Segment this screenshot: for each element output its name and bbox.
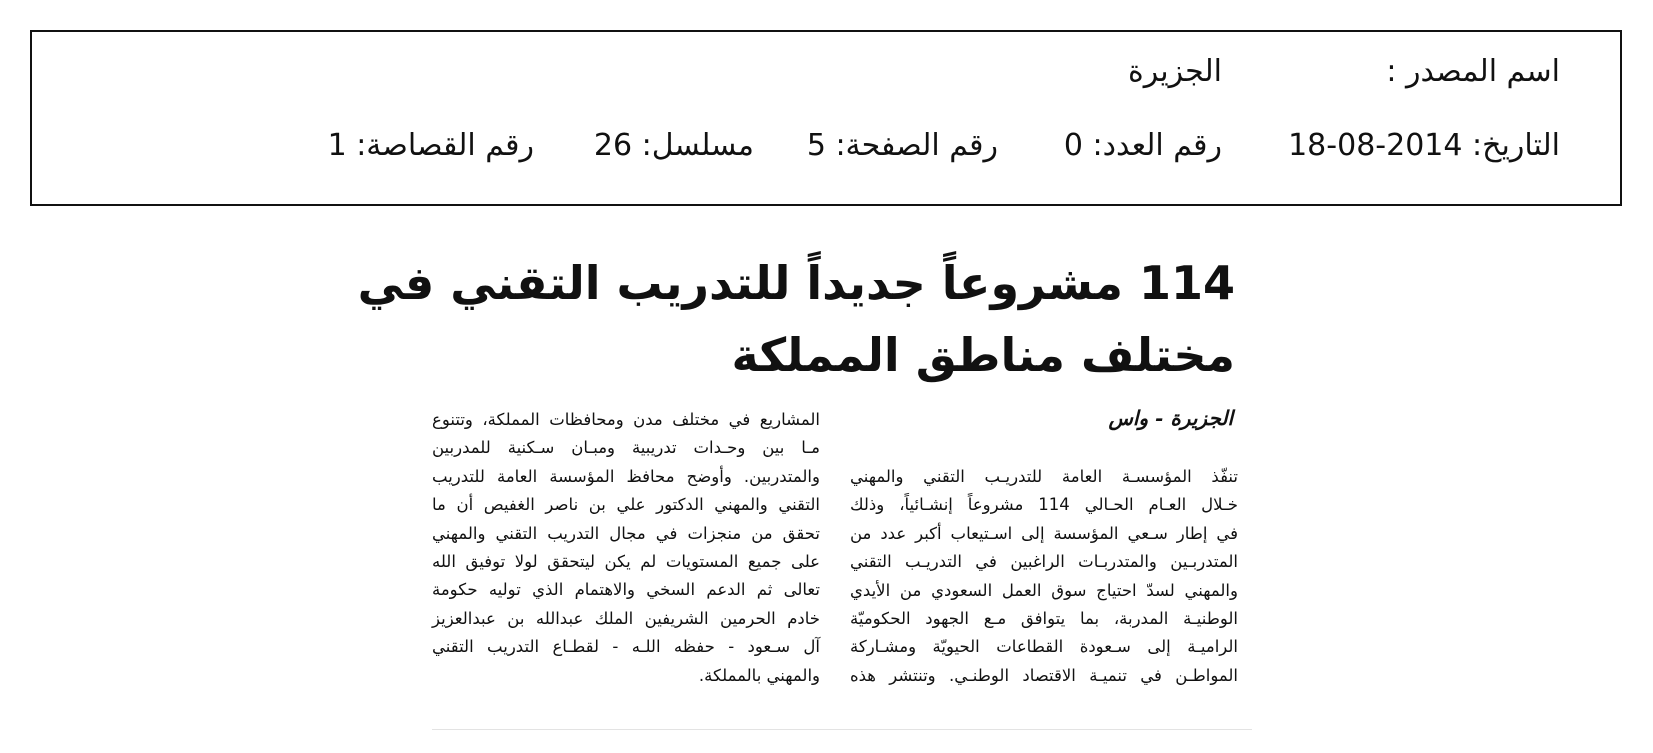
text-line: والمهني بالمملكة.	[698, 665, 820, 685]
headline-line-2: مختلف مناطق المملكة	[731, 328, 1235, 382]
source-info-box	[30, 30, 1622, 206]
clip-number-field: رقم القصاصة: 1	[327, 128, 534, 163]
date-field: التاريخ: 2014-08-18	[1288, 128, 1560, 163]
text-line: التقني والمهني الدكتور علي بن ناصر الغفيص أن ما	[432, 495, 820, 515]
text-line: والمهني لسدّ احتياج سوق العمل السعودي من الأيدي	[850, 580, 1238, 600]
text-line: تنفّذ المؤسسـة العامة للتدريـب التقني والمهني	[850, 467, 1238, 486]
text-line: خـلال العـام الحـالي 114 مشروعاً إنشـائياً، وذلك	[850, 495, 1239, 515]
page-number-field: رقم الصفحة: 5	[806, 128, 998, 163]
text-line: الوطنيـة المدربة، بما يتوافق مـع الجهود الحكوميّة	[850, 609, 1238, 629]
text-line: مـا بين وحـدات تدريبية ومبـان سـكنية للمدربين	[432, 438, 820, 458]
serial-field: مسلسل: 26	[593, 128, 754, 163]
text-line: والمتدربين. وأوضح محافظ المؤسسة العامة للتدريب	[432, 466, 820, 486]
source-label: اسم المصدر :	[1386, 54, 1560, 89]
bottom-divider	[432, 729, 1252, 730]
source-value: الجزيرة	[1127, 54, 1222, 89]
byline: الجزيرة - واس	[1108, 406, 1233, 430]
text-line: المواطـن في تنميـة الاقتصاد الوطنـي. وتنتشر هذه	[850, 665, 1238, 685]
issue-number-field: رقم العدد: 0	[1063, 128, 1222, 163]
text-line: تعالى ثم الدعم السخي والاهتمام الذي توليه حكومة	[432, 580, 820, 600]
text-line: تحقق من منجزات في مجال التدريب التقني والمهني	[432, 523, 820, 543]
text-line: المتدربـين والمتدربـات الراغبين في التدريـب التقني	[850, 552, 1238, 572]
article-column-right	[850, 463, 1238, 690]
text-line: خادم الحرمين الشريفين الملك عبدالله بن عبدالعزيز	[432, 608, 820, 628]
text-line: المشاريع في مختلف مدن ومحافظات المملكة، وتتنوع	[432, 410, 820, 429]
text-line: الراميـة إلى سـعودة القطاعات الحيويّة ومشـاركة	[850, 637, 1238, 657]
headline-line-1: 114 مشروعاً جديداً للتدريب التقني في	[357, 256, 1235, 310]
text-line: آل سـعود - حفظه اللـه - لقطـاع التدريب التقني	[432, 637, 820, 657]
text-line: في إطار سـعي المؤسسة إلى اسـتيعاب أكبر عدد من	[850, 523, 1238, 543]
article-column-left	[432, 406, 820, 690]
text-line: على جميع المستويات لم يكن ليتحقق لولا توفيق الله	[432, 552, 820, 572]
